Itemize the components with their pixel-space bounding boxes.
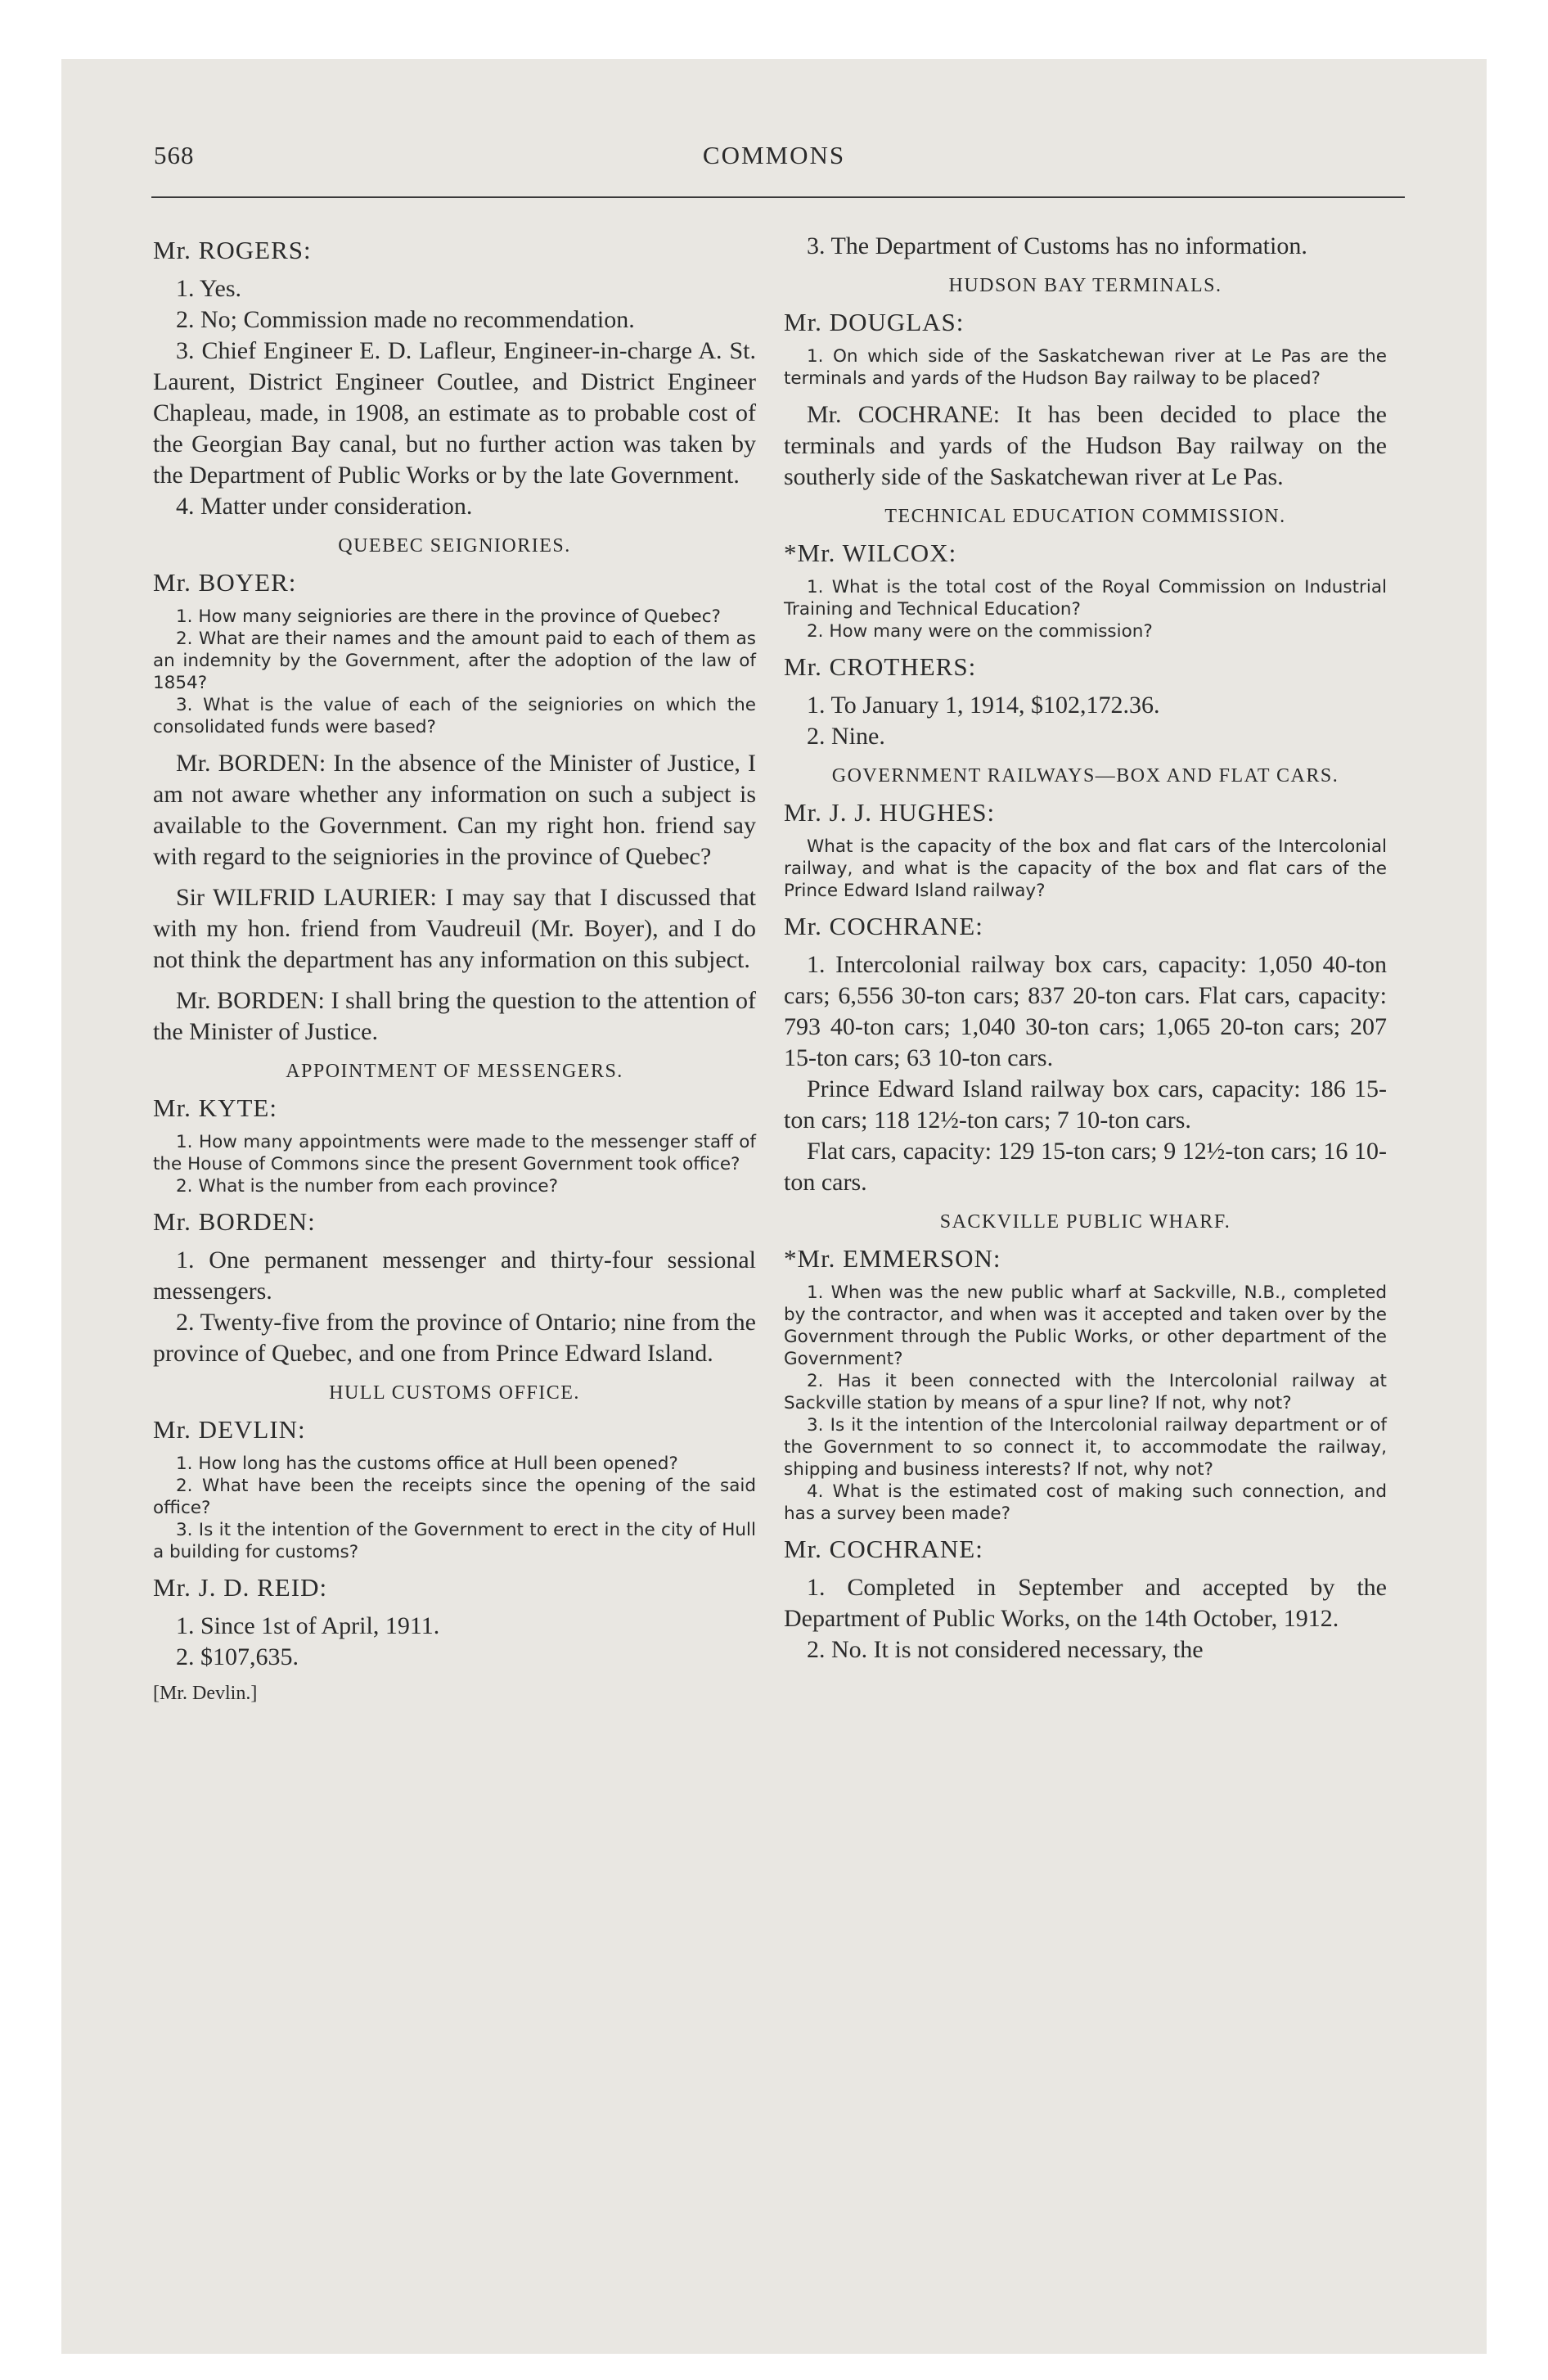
cochrane-answer-a-3: Flat cars, capacity: 129 15-ton cars; 9 12½-ton cars; 16 10-ton cars. [784, 1138, 1387, 1196]
heading-quebec-seigniories: QUEBEC SEIGNIORIES. [338, 535, 571, 557]
borden-statement-1: Mr. BORDEN: In the absence of the Minister of Justice, I am not aware whether any information on such a subject is available to the Government. Can my right hon. friend say with regard to the seigniories in the province of Quebec? [153, 750, 756, 870]
devlin-question-3: 3. Is it the intention of the Government to erect in the city of Hull a building for customs? [153, 1520, 756, 1562]
reid-answer-2: 2. $107,635. [176, 1643, 299, 1670]
borden-answer-2: 2. Twenty-five from the province of Ontario; nine from the province of Quebec, and one from Prince Edward Island. [153, 1309, 756, 1367]
speaker-douglas: Mr. DOUGLAS: [784, 308, 965, 336]
speaker-devlin: Mr. DEVLIN: [153, 1415, 306, 1444]
speaker-hughes: Mr. J. J. HUGHES: [784, 798, 996, 827]
speaker-emmerson: *Mr. EMMERSON: [784, 1244, 1001, 1273]
cochrane-statement-1: Mr. COCHRANE: It has been decided to place the terminals and yards of the Hudson Bay railway on the southerly side of the Saskatchewan river at Le Pas. [784, 401, 1387, 490]
left-column [153, 231, 756, 1705]
wilcox-question-1: 1. What is the total cost of the Royal Commission on Industrial Training and Technical Education? [784, 577, 1387, 620]
emmerson-question-3: 3. Is it the intention of the Intercolonial railway department or of the Government to so connect it, to accommodate the railway, shipping and business interests? If not, why not? [784, 1415, 1387, 1480]
rogers-answer-1: 1. Yes. [176, 275, 242, 302]
wilcox-question-2: 2. How many were on the commission? [807, 621, 1153, 642]
speaker-reid: Mr. J. D. REID: [153, 1573, 328, 1602]
borden-statement-2: Mr. BORDEN: I shall bring the question to the attention of the Minister of Justice. [153, 987, 756, 1045]
reid-answer-1: 1. Since 1st of April, 1911. [176, 1612, 440, 1639]
right-column [784, 231, 1387, 1666]
speaker-crothers: Mr. CROTHERS: [784, 652, 977, 681]
running-title: COMMONS [702, 141, 846, 169]
speaker-boyer: Mr. BOYER: [153, 568, 297, 597]
speaker-kyte: Mr. KYTE: [153, 1093, 277, 1122]
hughes-question: What is the capacity of the box and flat cars of the Intercolonial railway, and what is the capacity of the box and flat cars of the Prince Edward Island railway? [784, 836, 1387, 901]
douglas-question-1: 1. On which side of the Saskatchewan river at Le Pas are the terminals and yards of the Hudson Bay railway to be placed? [784, 346, 1387, 389]
boyer-question-3: 3. What is the value of each of the seigniories on which the consolidated funds were based? [153, 695, 756, 737]
devlin-question-2: 2. What have been the receipts since the opening of the said office? [153, 1476, 756, 1518]
borden-answer-1: 1. One permanent messenger and thirty-four sessional messengers. [153, 1246, 756, 1305]
laurier-statement: Sir WILFRID LAURIER: I may say that I discussed that with my hon. friend from Vaudreuil (Mr. Boyer), and I do not think the department has any information on this subject. [153, 884, 756, 973]
heading-sackville-public-wharf: SACKVILLE PUBLIC WHARF. [939, 1211, 1231, 1233]
crothers-answer-1: 1. To January 1, 1914, $102,172.36. [807, 692, 1160, 719]
heading-hudson-bay-terminals: HUDSON BAY TERMINALS. [948, 275, 1222, 296]
speaker-borden: Mr. BORDEN: [153, 1207, 316, 1236]
footer-tag: [Mr. Devlin.] [153, 1683, 258, 1704]
speaker-cochrane-a: Mr. COCHRANE: [784, 912, 983, 940]
speaker-wilcox: *Mr. WILCOX: [784, 539, 957, 567]
cochrane-answer-b-2: 2. No. It is not considered necessary, the [807, 1636, 1204, 1663]
cochrane-answer-a-1: 1. Intercolonial railway box cars, capacity: 1,050 40-ton cars; 6,556 30-ton cars; 837 20-ton cars. Flat cars, capacity: 793 40-ton cars; 1,040 30-ton cars; 1,065 20-ton cars; 207 15-ton cars; 63 10-ton cars. [784, 951, 1387, 1071]
emmerson-question-2: 2. Has it been connected with the Intercolonial railway at Sackville station by means of a spur line? If not, why not? [784, 1371, 1387, 1413]
cochrane-answer-b-1: 1. Completed in September and accepted by the Department of Public Works, on the 14th October, 1912. [784, 1574, 1387, 1632]
heading-technical-education-commission: TECHNICAL EDUCATION COMMISSION. [884, 506, 1286, 527]
emmerson-question-4: 4. What is the estimated cost of making such connection, and has a survey been made? [784, 1481, 1387, 1524]
rogers-answer-4: 4. Matter under consideration. [176, 493, 473, 520]
emmerson-question-1: 1. When was the new public wharf at Sackville, N.B., completed by the contractor, and when was it accepted and taken over by the Government through the Public Works, or other department of the Government? [784, 1282, 1387, 1369]
kyte-question-2: 2. What is the number from each province? [176, 1176, 559, 1197]
heading-government-railways: GOVERNMENT RAILWAYS—BOX AND FLAT CARS. [831, 765, 1339, 787]
cochrane-answer-a-2: Prince Edward Island railway box cars, capacity: 186 15-ton cars; 118 12½-ton cars; 7 10-ton cars. [784, 1075, 1387, 1134]
boyer-question-2: 2. What are their names and the amount paid to each of them as an indemnity by the Government, after the adoption of the law of 1854? [153, 629, 756, 693]
rogers-answer-2: 2. No; Commission made no recommendation. [176, 306, 635, 333]
scanned-page [61, 59, 1487, 2354]
rogers-answer-3: 3. Chief Engineer E. D. Lafleur, Engineer-in-charge A. St. Laurent, District Engineer Coutlee, and District Engineer Chapleau, made, in 1908, an estimate as to probable cost of the Georgian Bay canal, but no further action was taken by the Department of Public Works or by the late Government. [153, 337, 756, 489]
kyte-question-1: 1. How many appointments were made to the messenger staff of the House of Commons since the present Government took office? [153, 1132, 756, 1174]
page-number: 568 [154, 141, 195, 169]
heading-appointment-of-messengers: APPOINTMENT OF MESSENGERS. [286, 1061, 623, 1082]
heading-hull-customs-office: HULL CUSTOMS OFFICE. [329, 1382, 580, 1404]
crothers-answer-2: 2. Nine. [807, 723, 885, 750]
boyer-question-1: 1. How many seigniories are there in the province of Quebec? [176, 606, 721, 627]
header-rule [151, 196, 1405, 198]
speaker-rogers: Mr. ROGERS: [153, 236, 312, 264]
devlin-question-1: 1. How long has the customs office at Hull been opened? [176, 1454, 678, 1474]
speaker-cochrane-b: Mr. COCHRANE: [784, 1535, 983, 1563]
customs-answer-3: 3. The Department of Customs has no information. [807, 232, 1307, 259]
